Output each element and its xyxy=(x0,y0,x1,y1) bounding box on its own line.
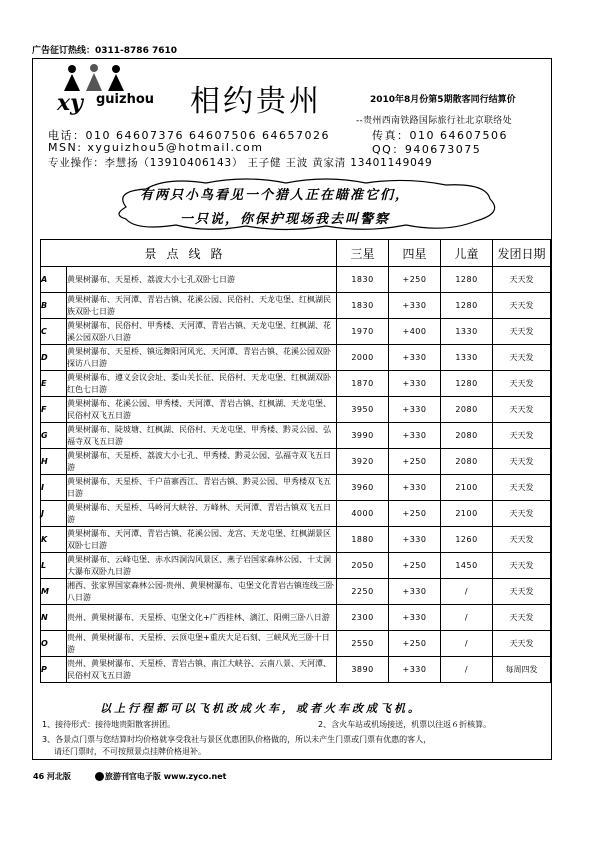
price-four-star: +250 xyxy=(389,449,441,475)
fax-line: 传真：010 64607506 xyxy=(372,129,508,142)
price-three-star: 3920 xyxy=(337,449,389,475)
departure: 天天发 xyxy=(493,371,551,397)
price-child: 1280 xyxy=(441,267,493,293)
departure: 天天发 xyxy=(493,345,551,371)
price-four-star: +250 xyxy=(389,553,441,579)
agency-name: --贵州西南铁路国际旅行社北京联络处 xyxy=(356,116,512,126)
route-desc: 黄果树瀑布、天星桥、镇远舞阳河风光、天河潭、青岩古镇、花溪公园双卧探访八日游 xyxy=(67,345,337,371)
note-2: 2、含火车站或机场接送，机票以往返６折核算。 xyxy=(318,720,492,729)
route-letter: O xyxy=(41,631,67,657)
price-four-star: +330 xyxy=(389,657,441,683)
price-three-star: 1830 xyxy=(337,267,389,293)
table-row xyxy=(41,475,551,501)
table-row xyxy=(41,631,551,657)
price-child: 1330 xyxy=(441,345,493,371)
price-child: 1260 xyxy=(441,527,493,553)
price-child: / xyxy=(441,605,493,631)
page-title: 相约贵州 xyxy=(190,84,322,119)
table-row xyxy=(41,345,551,371)
route-letter: P xyxy=(41,657,67,683)
route-letter: H xyxy=(41,449,67,475)
price-three-star: 3960 xyxy=(337,475,389,501)
route-letter: G xyxy=(41,423,67,449)
logo-figures-icon xyxy=(60,64,130,92)
cloud-text-line1: 有两只小鸟看见一个猎人正在瞄准它们， xyxy=(140,188,411,203)
note-3b: 请还门票时，不可按照景点挂牌价格退补。 xyxy=(54,747,206,756)
departure: 天天发 xyxy=(493,449,551,475)
route-letter: K xyxy=(41,527,67,553)
route-letter: L xyxy=(41,553,67,579)
table-row xyxy=(41,657,551,683)
price-child: 2080 xyxy=(441,397,493,423)
route-letter: N xyxy=(41,605,67,631)
price-four-star: +330 xyxy=(389,527,441,553)
price-child: 2080 xyxy=(441,449,493,475)
price-child: / xyxy=(441,579,493,605)
price-four-star: +330 xyxy=(389,371,441,397)
table-row xyxy=(41,293,551,319)
price-three-star: 2250 xyxy=(337,579,389,605)
price-three-star: 2000 xyxy=(337,345,389,371)
price-four-star: +330 xyxy=(389,579,441,605)
price-four-star: +400 xyxy=(389,319,441,345)
table-row xyxy=(41,501,551,527)
header-departure: 发团日期 xyxy=(493,240,551,267)
departure: 天天发 xyxy=(493,423,551,449)
header-route: 景点线路 xyxy=(41,240,337,267)
route-desc: 贵州、黄果树瀑布、天星桥、云顶屯堡+重庆大足石刻、三峡风光三卧十日游 xyxy=(67,631,337,657)
departure: 每周四发 xyxy=(493,657,551,683)
departure: 天天发 xyxy=(493,631,551,657)
route-price-table xyxy=(40,239,551,683)
route-desc: 黄果树瀑布、云峰屯堡、赤水四洞沟风景区、燕子岩国家森林公园、十丈洞大瀑布双卧九日游 xyxy=(67,553,337,579)
route-desc: 贵州、黄果树瀑布、天星桥、屯堡文化+广西桂林、漓江、阳朔三卧八日游 xyxy=(67,605,337,631)
msn-line: MSN: xyguizhou5@hotmail.com xyxy=(48,141,264,154)
price-child: 1330 xyxy=(441,319,493,345)
table-header-row xyxy=(41,240,551,267)
route-desc: 黄果树瀑布、天星桥、千户苗寨西江、青岩古镇、黔灵公园、甲秀楼双飞五日游 xyxy=(67,475,337,501)
staff-line: 专业操作：李慧扬（13910406143） 王子健 王波 黄家清 13401149049 xyxy=(48,157,433,169)
price-child: 1280 xyxy=(441,293,493,319)
route-desc: 黄果树瀑布、陡坡塘、红枫湖、民俗村、天龙屯堡、甲秀楼、黔灵公园、弘福寺双飞五日游 xyxy=(67,423,337,449)
price-child: 2100 xyxy=(441,475,493,501)
route-desc: 黄果树瀑布、遵义会议会址、娄山关长征、民俗村、天龙屯堡、红枫湖双卧红色七日游 xyxy=(67,371,337,397)
price-four-star: +330 xyxy=(389,605,441,631)
price-three-star: 3990 xyxy=(337,423,389,449)
route-letter: D xyxy=(41,345,67,371)
price-three-star: 1970 xyxy=(337,319,389,345)
route-desc: 湘西、张家界国家森林公园-贵州、黄果树瀑布、屯堡文化青岩古镇连线三卧八日游 xyxy=(67,579,337,605)
price-child: / xyxy=(441,631,493,657)
route-desc: 黄果树瀑布、民俗村、甲秀楼、天河潭、青岩古镇、天龙屯堡、红枫湖、花溪公园双卧八日游 xyxy=(67,319,337,345)
page-footer xyxy=(33,771,227,782)
footer-slogan: 以上行程都可以飞机改成火车，或者火车改成飞机。 xyxy=(100,702,422,715)
departure: 天天发 xyxy=(493,553,551,579)
header-three-star: 三星 xyxy=(337,240,389,267)
table-row xyxy=(41,605,551,631)
price-three-star: 3950 xyxy=(337,397,389,423)
departure: 天天发 xyxy=(493,397,551,423)
price-four-star: +330 xyxy=(389,345,441,371)
route-letter: B xyxy=(41,293,67,319)
price-child: / xyxy=(441,657,493,683)
note-1: 1、接待形式：接待地贵阳散客拼团。 xyxy=(42,720,176,729)
route-letter: M xyxy=(41,579,67,605)
route-letter: C xyxy=(41,319,67,345)
table-row xyxy=(41,579,551,605)
route-letter: F xyxy=(41,397,67,423)
departure: 天天发 xyxy=(493,605,551,631)
price-child: 1450 xyxy=(441,553,493,579)
price-four-star: +330 xyxy=(389,423,441,449)
departure: 天天发 xyxy=(493,527,551,553)
route-desc: 黄果树瀑布、天星桥、马岭河大峡谷、万峰林、天河潭、青岩古镇双飞五日游 xyxy=(67,501,337,527)
price-three-star: 2550 xyxy=(337,631,389,657)
route-desc: 黄果树瀑布、天河潭、青岩古镇、花溪公园、民俗村、天龙屯堡、红枫湖民族双卧七日游 xyxy=(67,293,337,319)
footer-brand: 旅游刊官电子版 www.zyco.net xyxy=(104,772,227,781)
table-row xyxy=(41,371,551,397)
route-letter: E xyxy=(41,371,67,397)
price-four-star: +250 xyxy=(389,267,441,293)
cloud-text-line2: 一只说，你保护现场我去叫警察 xyxy=(180,212,391,227)
phone-line: 电话：010 64607376 64607506 64657026 xyxy=(48,129,330,142)
route-desc: 黄果树瀑布、天星桥、荔波大小七孔双卧七日游 xyxy=(67,267,337,293)
table-row xyxy=(41,319,551,345)
table-row xyxy=(41,423,551,449)
price-four-star: +330 xyxy=(389,397,441,423)
route-desc: 黄果树瀑布、花溪公园、甲秀楼、天河潭、青岩古镇、红枫湖、天龙屯堡、民俗村双飞五日游 xyxy=(67,397,337,423)
price-three-star: 4000 xyxy=(337,501,389,527)
departure: 天天发 xyxy=(493,319,551,345)
page-number: 46 河北版 xyxy=(33,772,71,781)
table-row xyxy=(41,267,551,293)
price-three-star: 1880 xyxy=(337,527,389,553)
table-row xyxy=(41,449,551,475)
header-child: 儿童 xyxy=(441,240,493,267)
price-child: 2080 xyxy=(441,423,493,449)
price-four-star: +250 xyxy=(389,631,441,657)
departure: 天天发 xyxy=(493,293,551,319)
route-desc: 贵州、黄果树瀑布、天星桥、青岩古镇、南江大峡谷、云南八景、天河潭、民俗村双飞五日游 xyxy=(67,657,337,683)
table-row xyxy=(41,397,551,423)
route-letter: A xyxy=(41,267,67,293)
price-four-star: +330 xyxy=(389,293,441,319)
header-four-star: 四星 xyxy=(389,240,441,267)
ad-hotline: 广告征订热线：0311-8786 7610 xyxy=(32,46,178,56)
table-row xyxy=(41,527,551,553)
logo-guizhou: guizhou xyxy=(96,92,155,107)
price-three-star: 1870 xyxy=(337,371,389,397)
qq-line: QQ：940673075 xyxy=(372,143,482,156)
departure: 天天发 xyxy=(493,501,551,527)
departure: 天天发 xyxy=(493,267,551,293)
route-letter: I xyxy=(41,475,67,501)
route-letter: J xyxy=(41,501,67,527)
price-four-star: +330 xyxy=(389,475,441,501)
price-three-star: 3890 xyxy=(337,657,389,683)
route-desc: 黄果树瀑布、天星桥、荔波大小七孔、甲秀楼、黔灵公园、弘福寺双飞五日游 xyxy=(67,449,337,475)
price-child: 1280 xyxy=(441,371,493,397)
price-child: 2100 xyxy=(441,501,493,527)
logo-xy: xy xyxy=(57,90,83,116)
issue-subtitle: 2010年8月份第5期散客同行结算价 xyxy=(370,95,516,105)
price-three-star: 1830 xyxy=(337,293,389,319)
departure: 天天发 xyxy=(493,579,551,605)
brand-logo-icon xyxy=(95,772,104,781)
route-desc: 黄果树瀑布、天河潭、青岩古镇、花溪公园、龙宫、天龙屯堡、红枫湖景区双卧七日游 xyxy=(67,527,337,553)
table-row xyxy=(41,553,551,579)
price-four-star: +250 xyxy=(389,501,441,527)
price-three-star: 2050 xyxy=(337,553,389,579)
price-three-star: 2300 xyxy=(337,605,389,631)
departure: 天天发 xyxy=(493,475,551,501)
note-3a: 3、各景点门票与您结算时均价格就享受我社与景区优惠团队价格做的，所以未产生门票或门票有优惠的客人， xyxy=(42,735,432,744)
